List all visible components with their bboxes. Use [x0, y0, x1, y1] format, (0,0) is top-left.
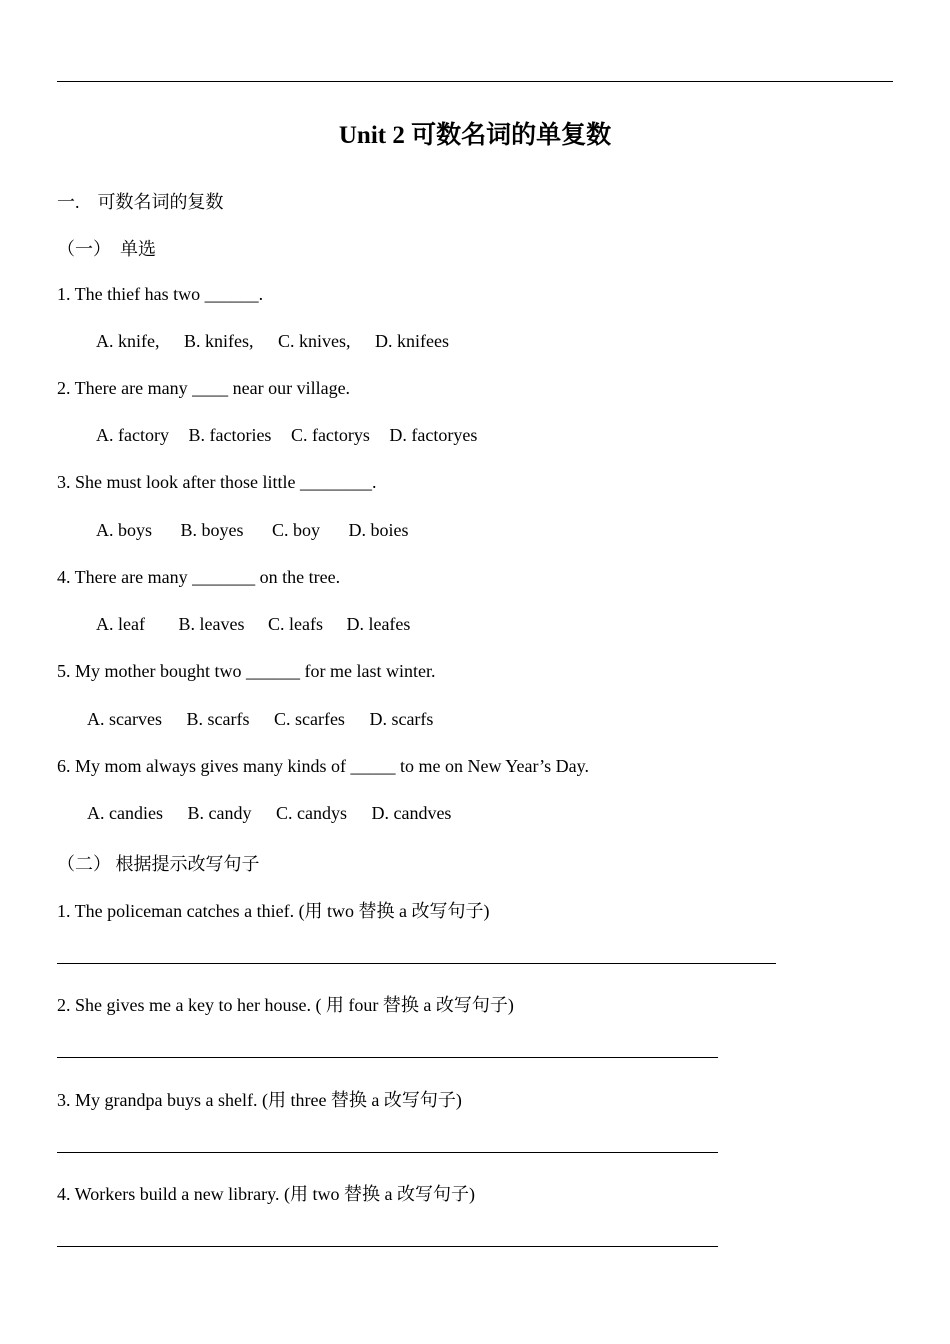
option-b[interactable]: B. boyes	[180, 520, 244, 540]
option-c[interactable]: C. factorys	[290, 425, 370, 445]
option-c[interactable]: C. scarfes	[273, 709, 345, 729]
page-title: Unit 2 可数名词的单复数	[338, 122, 612, 149]
option-b[interactable]: B. scarfs	[186, 709, 250, 729]
option-d[interactable]: D. factoryes	[389, 425, 478, 445]
answer-line-1[interactable]	[57, 963, 776, 964]
option-d[interactable]: D. scarfs	[369, 709, 434, 729]
question-3-options	[96, 520, 409, 541]
header-rule	[57, 81, 893, 82]
option-a[interactable]: A. candies	[87, 803, 163, 823]
option-b[interactable]: B. leaves	[178, 614, 245, 634]
option-b[interactable]: B. factories	[188, 425, 272, 445]
rewrite-item-1: 1. The policeman catches a thief. (用 two 替换 a 改写句子)	[57, 901, 490, 921]
part-heading-rewrite: （二） 根据提示改写句子	[57, 854, 260, 874]
question-4-options	[96, 614, 410, 635]
part-heading-single-choice: （一） 单选	[57, 239, 156, 259]
option-d[interactable]: D. knifees	[375, 331, 449, 351]
question-6-options	[87, 803, 451, 824]
answer-line-3[interactable]	[57, 1152, 718, 1153]
rewrite-item-2: 2. She gives me a key to her house. ( 用 four 替换 a 改写句子)	[57, 995, 514, 1015]
option-c[interactable]: C. candys	[275, 803, 347, 823]
question-2: 2. There are many ____ near our village.	[57, 378, 351, 398]
option-b[interactable]: B. knifes,	[183, 331, 254, 351]
rewrite-item-4: 4. Workers build a new library. (用 two 替换 a 改写句子)	[57, 1184, 475, 1204]
option-c[interactable]: C. boy	[272, 520, 321, 540]
question-1: 1. The thief has two ______.	[57, 284, 264, 304]
answer-line-2[interactable]	[57, 1057, 718, 1058]
answer-line-4[interactable]	[57, 1246, 718, 1247]
option-b[interactable]: B. candy	[187, 803, 252, 823]
option-d[interactable]: D. boies	[348, 520, 409, 540]
question-5: 5. My mother bought two ______ for me last winter.	[57, 661, 436, 681]
option-d[interactable]: D. candves	[371, 803, 452, 823]
option-a[interactable]: A. knife,	[96, 331, 160, 351]
rewrite-item-3: 3. My grandpa buys a shelf. (用 three 替换 a 改写句子)	[57, 1090, 462, 1110]
option-a[interactable]: A. leaf	[96, 614, 145, 634]
option-c[interactable]: C. leafs	[267, 614, 323, 634]
question-2-options	[96, 425, 477, 446]
option-a[interactable]: A. factory	[96, 425, 169, 445]
question-4: 4. There are many _______ on the tree.	[57, 567, 341, 587]
question-1-options	[96, 331, 449, 352]
question-3: 3. She must look after those little ________.	[57, 472, 377, 492]
question-6: 6. My mom always gives many kinds of _____ to me on New Year’s Day.	[57, 756, 589, 776]
option-a[interactable]: A. scarves	[87, 709, 162, 729]
option-c[interactable]: C. knives,	[277, 331, 351, 351]
question-5-options	[87, 709, 433, 730]
option-d[interactable]: D. leafes	[346, 614, 411, 634]
section-heading: 一. 可数名词的复数	[57, 192, 224, 212]
option-a[interactable]: A. boys	[96, 520, 153, 540]
